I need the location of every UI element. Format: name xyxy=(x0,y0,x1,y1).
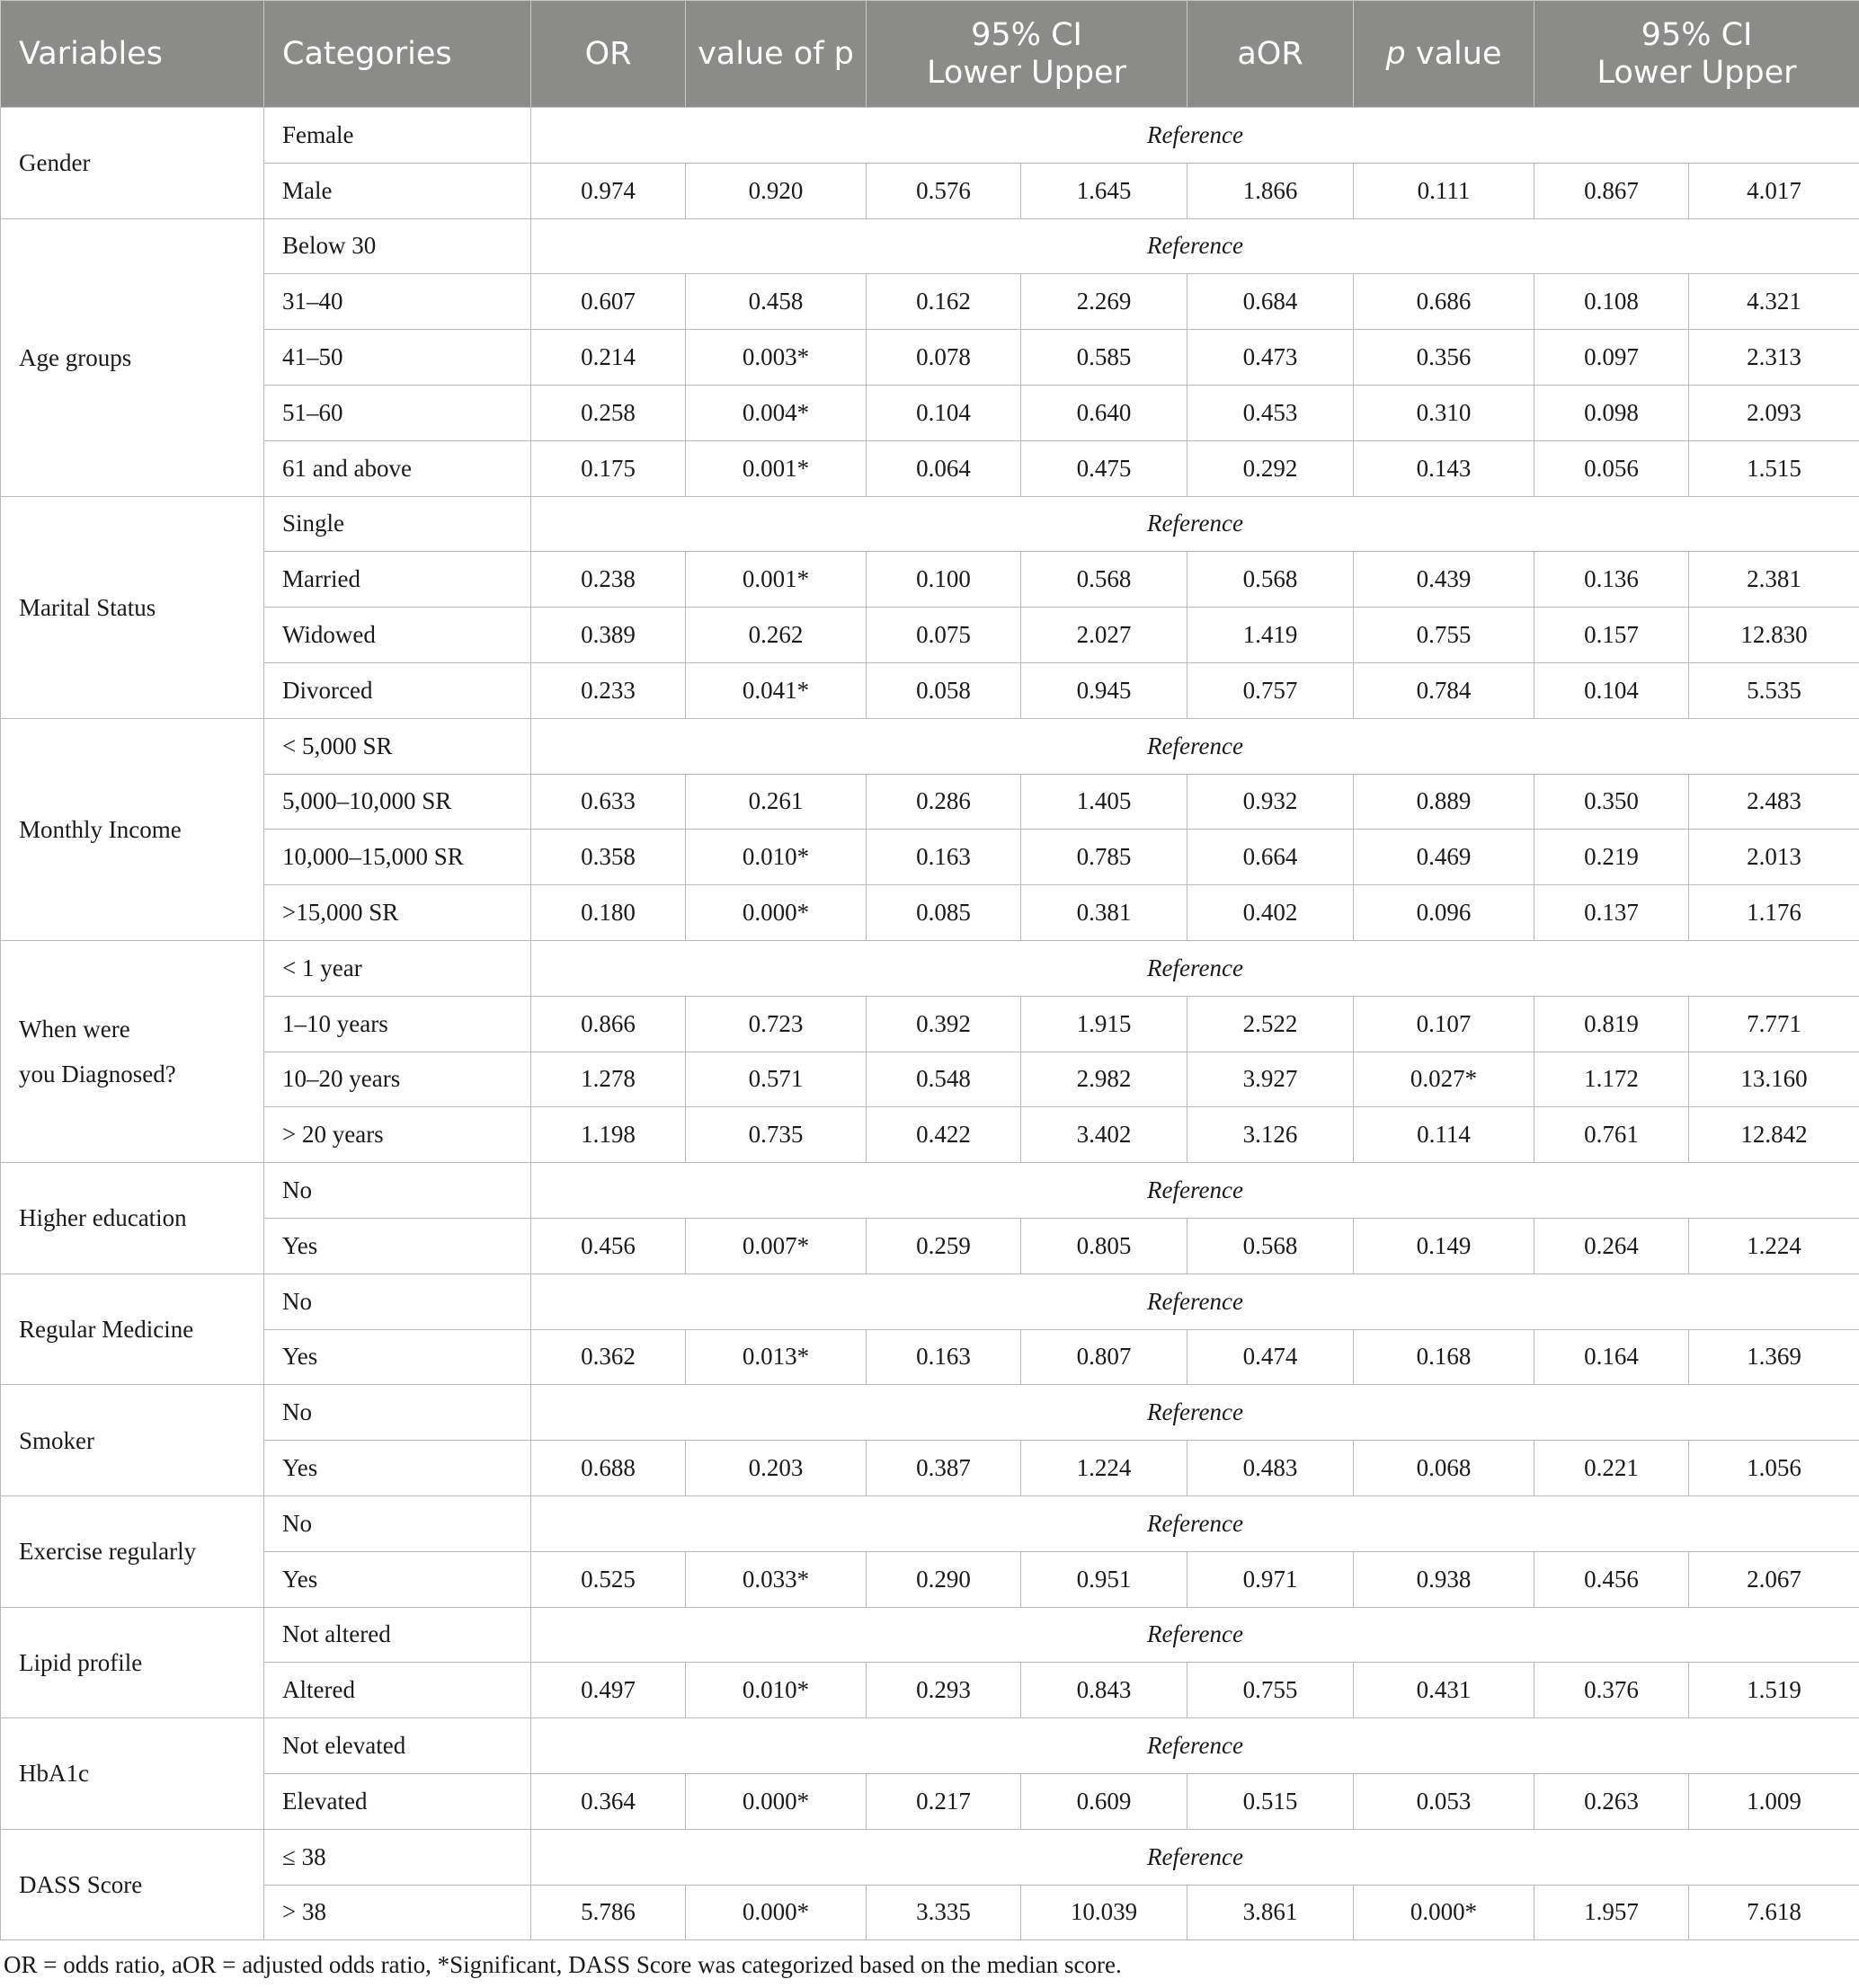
table-row xyxy=(1,1829,1859,1885)
ci-upper-cell: 0.805 xyxy=(1021,1218,1187,1274)
variable-cell: Age groups xyxy=(1,218,264,496)
header-value-of-p-text: value of p xyxy=(698,36,854,72)
adjusted-ci-lower-cell: 0.157 xyxy=(1534,608,1689,663)
ci-lower-cell: 0.163 xyxy=(867,830,1021,885)
adjusted-ci-upper-cell: 1.056 xyxy=(1689,1441,1859,1496)
reference-cell: Reference xyxy=(531,1163,1859,1219)
aor-cell: 0.473 xyxy=(1187,330,1354,386)
category-cell: No xyxy=(264,1163,531,1219)
adjusted-ci-lower-cell: 0.137 xyxy=(1534,885,1689,941)
p-value-cell: 0.033* xyxy=(686,1551,867,1607)
adjusted-ci-upper-cell: 12.842 xyxy=(1689,1107,1859,1163)
table-row xyxy=(1,1218,1859,1274)
ci-lower-cell: 0.100 xyxy=(867,552,1021,608)
table-row xyxy=(1,1551,1859,1607)
aor-cell: 0.292 xyxy=(1187,440,1354,496)
ci-lower-cell: 0.064 xyxy=(867,440,1021,496)
p-value-cell: 0.571 xyxy=(686,1052,867,1107)
adjusted-ci-upper-cell: 12.830 xyxy=(1689,608,1859,663)
adjusted-p-value-cell: 0.431 xyxy=(1354,1663,1534,1718)
ci-upper-cell: 1.405 xyxy=(1021,774,1187,830)
adjusted-p-value-cell: 0.027* xyxy=(1354,1052,1534,1107)
table-row xyxy=(1,1274,1859,1329)
table-row xyxy=(1,1718,1859,1774)
table-row xyxy=(1,274,1859,330)
p-value-cell: 0.001* xyxy=(686,440,867,496)
reference-cell: Reference xyxy=(531,1274,1859,1329)
ci-upper-cell: 0.843 xyxy=(1021,1663,1187,1718)
header-ci-2-title: 95% CI xyxy=(1641,17,1753,53)
or-cell: 0.180 xyxy=(531,885,686,941)
adjusted-ci-upper-cell: 2.013 xyxy=(1689,830,1859,885)
p-value-cell: 0.261 xyxy=(686,774,867,830)
category-cell: Not elevated xyxy=(264,1718,531,1774)
ci-upper-cell: 2.269 xyxy=(1021,274,1187,330)
aor-cell: 0.568 xyxy=(1187,1218,1354,1274)
adjusted-ci-lower-cell: 0.097 xyxy=(1534,330,1689,386)
table-row xyxy=(1,1441,1859,1496)
category-cell: Yes xyxy=(264,1441,531,1496)
category-cell: > 38 xyxy=(264,1885,531,1940)
table-row xyxy=(1,1163,1859,1219)
ci-lower-cell: 0.104 xyxy=(867,385,1021,440)
header-variables: Variables xyxy=(1,1,264,108)
adjusted-p-value-cell: 0.000* xyxy=(1354,1885,1534,1940)
ci-lower-cell: 3.335 xyxy=(867,1885,1021,1940)
adjusted-ci-lower-cell: 1.957 xyxy=(1534,1885,1689,1940)
table-row xyxy=(1,440,1859,496)
aor-cell: 0.402 xyxy=(1187,885,1354,941)
category-cell: Yes xyxy=(264,1551,531,1607)
ci-upper-cell: 2.982 xyxy=(1021,1052,1187,1107)
or-cell: 0.866 xyxy=(531,996,686,1052)
category-cell: < 5,000 SR xyxy=(264,718,531,774)
p-value-cell: 0.723 xyxy=(686,996,867,1052)
adjusted-ci-lower-cell: 0.219 xyxy=(1534,830,1689,885)
or-cell: 5.786 xyxy=(531,1885,686,1940)
aor-cell: 0.515 xyxy=(1187,1773,1354,1829)
or-cell: 0.233 xyxy=(531,662,686,718)
adjusted-ci-lower-cell: 0.376 xyxy=(1534,1663,1689,1718)
ci-upper-cell: 0.568 xyxy=(1021,552,1187,608)
aor-cell: 0.684 xyxy=(1187,274,1354,330)
header-ci-1 xyxy=(867,1,1187,108)
reference-cell: Reference xyxy=(531,218,1859,274)
category-cell: < 1 year xyxy=(264,940,531,996)
ci-upper-cell: 0.945 xyxy=(1021,662,1187,718)
adjusted-ci-upper-cell: 2.483 xyxy=(1689,774,1859,830)
adjusted-ci-upper-cell: 1.515 xyxy=(1689,440,1859,496)
adjusted-ci-lower-cell: 0.264 xyxy=(1534,1218,1689,1274)
aor-cell: 0.453 xyxy=(1187,385,1354,440)
or-cell: 0.497 xyxy=(531,1663,686,1718)
table-row xyxy=(1,496,1859,552)
ci-upper-cell: 0.951 xyxy=(1021,1551,1187,1607)
adjusted-p-value-cell: 0.149 xyxy=(1354,1218,1534,1274)
category-cell: No xyxy=(264,1495,531,1551)
table-row xyxy=(1,830,1859,885)
table-row xyxy=(1,1107,1859,1163)
table-header xyxy=(1,1,1859,108)
category-cell: 61 and above xyxy=(264,440,531,496)
ci-lower-cell: 0.293 xyxy=(867,1663,1021,1718)
adjusted-p-value-cell: 0.469 xyxy=(1354,830,1534,885)
adjusted-ci-upper-cell: 4.321 xyxy=(1689,274,1859,330)
category-cell: Yes xyxy=(264,1218,531,1274)
category-cell: Not altered xyxy=(264,1607,531,1663)
header-ci-1-sub: Lower Upper xyxy=(927,55,1126,91)
p-value-cell: 0.000* xyxy=(686,1885,867,1940)
reference-cell: Reference xyxy=(531,1718,1859,1774)
table-row xyxy=(1,385,1859,440)
table-row xyxy=(1,885,1859,941)
p-value-cell: 0.920 xyxy=(686,163,867,218)
category-cell: Elevated xyxy=(264,1773,531,1829)
reference-cell: Reference xyxy=(531,1829,1859,1885)
adjusted-ci-upper-cell: 1.009 xyxy=(1689,1773,1859,1829)
table-row xyxy=(1,718,1859,774)
header-categories: Categories xyxy=(264,1,531,108)
p-value-cell: 0.010* xyxy=(686,830,867,885)
table-row xyxy=(1,163,1859,218)
adjusted-ci-lower-cell: 0.456 xyxy=(1534,1551,1689,1607)
or-cell: 0.175 xyxy=(531,440,686,496)
adjusted-ci-upper-cell: 4.017 xyxy=(1689,163,1859,218)
reference-cell: Reference xyxy=(531,940,1859,996)
adjusted-p-value-cell: 0.107 xyxy=(1354,996,1534,1052)
header-or: OR xyxy=(531,1,686,108)
adjusted-ci-lower-cell: 1.172 xyxy=(1534,1052,1689,1107)
p-value-cell: 0.735 xyxy=(686,1107,867,1163)
p-value-cell: 0.001* xyxy=(686,552,867,608)
ci-upper-cell: 0.807 xyxy=(1021,1329,1187,1385)
variable-cell: Smoker xyxy=(1,1385,264,1496)
adjusted-ci-lower-cell: 0.098 xyxy=(1534,385,1689,440)
ci-upper-cell: 1.915 xyxy=(1021,996,1187,1052)
p-value-cell: 0.010* xyxy=(686,1663,867,1718)
adjusted-ci-upper-cell: 13.160 xyxy=(1689,1052,1859,1107)
category-cell: > 20 years xyxy=(264,1107,531,1163)
header-aor: aOR xyxy=(1187,1,1354,108)
adjusted-p-value-cell: 0.168 xyxy=(1354,1329,1534,1385)
adjusted-ci-upper-cell: 1.369 xyxy=(1689,1329,1859,1385)
category-cell: Single xyxy=(264,496,531,552)
adjusted-p-value-cell: 0.889 xyxy=(1354,774,1534,830)
aor-cell: 0.664 xyxy=(1187,830,1354,885)
adjusted-p-value-cell: 0.143 xyxy=(1354,440,1534,496)
ci-lower-cell: 0.576 xyxy=(867,163,1021,218)
table-row xyxy=(1,1663,1859,1718)
category-cell: 10,000–15,000 SR xyxy=(264,830,531,885)
ci-upper-cell: 3.402 xyxy=(1021,1107,1187,1163)
adjusted-ci-upper-cell: 1.176 xyxy=(1689,885,1859,941)
table-row xyxy=(1,1885,1859,1940)
adjusted-p-value-cell: 0.938 xyxy=(1354,1551,1534,1607)
adjusted-p-value-cell: 0.068 xyxy=(1354,1441,1534,1496)
aor-cell: 0.755 xyxy=(1187,1663,1354,1718)
aor-cell: 0.483 xyxy=(1187,1441,1354,1496)
table-row xyxy=(1,218,1859,274)
or-cell: 0.688 xyxy=(531,1441,686,1496)
ci-upper-cell: 0.475 xyxy=(1021,440,1187,496)
adjusted-ci-lower-cell: 0.350 xyxy=(1534,774,1689,830)
adjusted-p-value-cell: 0.356 xyxy=(1354,330,1534,386)
p-value-cell: 0.000* xyxy=(686,1773,867,1829)
adjusted-p-value-cell: 0.096 xyxy=(1354,885,1534,941)
ci-lower-cell: 0.078 xyxy=(867,330,1021,386)
category-cell: 41–50 xyxy=(264,330,531,386)
or-cell: 0.258 xyxy=(531,385,686,440)
reference-cell: Reference xyxy=(531,1607,1859,1663)
ci-lower-cell: 0.163 xyxy=(867,1329,1021,1385)
adjusted-ci-lower-cell: 0.164 xyxy=(1534,1329,1689,1385)
variable-cell: Higher education xyxy=(1,1163,264,1274)
table-row xyxy=(1,1773,1859,1829)
ci-lower-cell: 0.290 xyxy=(867,1551,1021,1607)
ci-lower-cell: 0.162 xyxy=(867,274,1021,330)
category-cell: Below 30 xyxy=(264,218,531,274)
p-value-cell: 0.000* xyxy=(686,885,867,941)
adjusted-ci-lower-cell: 0.867 xyxy=(1534,163,1689,218)
or-cell: 1.198 xyxy=(531,1107,686,1163)
category-cell: 31–40 xyxy=(264,274,531,330)
adjusted-ci-upper-cell: 7.771 xyxy=(1689,996,1859,1052)
adjusted-ci-lower-cell: 0.104 xyxy=(1534,662,1689,718)
adjusted-p-value-cell: 0.310 xyxy=(1354,385,1534,440)
adjusted-ci-upper-cell: 2.381 xyxy=(1689,552,1859,608)
ci-upper-cell: 0.640 xyxy=(1021,385,1187,440)
category-cell: Yes xyxy=(264,1329,531,1385)
aor-cell: 0.971 xyxy=(1187,1551,1354,1607)
header-p-value-suffix: value xyxy=(1405,36,1502,72)
header-ci-2 xyxy=(1534,1,1859,108)
ci-upper-cell: 0.585 xyxy=(1021,330,1187,386)
or-cell: 0.389 xyxy=(531,608,686,663)
adjusted-ci-lower-cell: 0.056 xyxy=(1534,440,1689,496)
ci-lower-cell: 0.075 xyxy=(867,608,1021,663)
variable-cell: When were you Diagnosed? xyxy=(1,940,264,1162)
p-value-cell: 0.262 xyxy=(686,608,867,663)
category-cell: Widowed xyxy=(264,608,531,663)
reference-cell: Reference xyxy=(531,496,1859,552)
reference-cell: Reference xyxy=(531,718,1859,774)
table-row xyxy=(1,108,1859,164)
or-cell: 0.974 xyxy=(531,163,686,218)
or-cell: 0.362 xyxy=(531,1329,686,1385)
ci-upper-cell: 2.027 xyxy=(1021,608,1187,663)
category-cell: No xyxy=(264,1274,531,1329)
variable-cell: Exercise regularly xyxy=(1,1495,264,1607)
ci-upper-cell: 0.381 xyxy=(1021,885,1187,941)
variable-cell: Monthly Income xyxy=(1,718,264,940)
aor-cell: 0.568 xyxy=(1187,552,1354,608)
aor-cell: 0.757 xyxy=(1187,662,1354,718)
aor-cell: 3.126 xyxy=(1187,1107,1354,1163)
ci-upper-cell: 1.224 xyxy=(1021,1441,1187,1496)
header-p-italic: p xyxy=(1385,36,1406,72)
ci-lower-cell: 0.286 xyxy=(867,774,1021,830)
table-body xyxy=(1,108,1859,1940)
table-row xyxy=(1,1052,1859,1107)
or-cell: 0.525 xyxy=(531,1551,686,1607)
variable-cell: Regular Medicine xyxy=(1,1274,264,1385)
aor-cell: 3.927 xyxy=(1187,1052,1354,1107)
header-p-value xyxy=(1354,1,1534,108)
table-row xyxy=(1,1607,1859,1663)
adjusted-p-value-cell: 0.111 xyxy=(1354,163,1534,218)
ci-lower-cell: 0.217 xyxy=(867,1773,1021,1829)
aor-cell: 2.522 xyxy=(1187,996,1354,1052)
ci-upper-cell: 0.785 xyxy=(1021,830,1187,885)
reference-cell: Reference xyxy=(531,1495,1859,1551)
variable-cell: Marital Status xyxy=(1,496,264,718)
table-row xyxy=(1,552,1859,608)
ci-lower-cell: 0.422 xyxy=(867,1107,1021,1163)
or-cell: 0.358 xyxy=(531,830,686,885)
or-cell: 0.214 xyxy=(531,330,686,386)
ci-lower-cell: 0.085 xyxy=(867,885,1021,941)
ci-upper-cell: 10.039 xyxy=(1021,1885,1187,1940)
adjusted-ci-upper-cell: 2.067 xyxy=(1689,1551,1859,1607)
adjusted-ci-upper-cell: 7.618 xyxy=(1689,1885,1859,1940)
adjusted-ci-upper-cell: 2.313 xyxy=(1689,330,1859,386)
category-cell: Altered xyxy=(264,1663,531,1718)
adjusted-ci-upper-cell: 1.224 xyxy=(1689,1218,1859,1274)
adjusted-p-value-cell: 0.784 xyxy=(1354,662,1534,718)
aor-cell: 3.861 xyxy=(1187,1885,1354,1940)
table-row xyxy=(1,1329,1859,1385)
ci-lower-cell: 0.387 xyxy=(867,1441,1021,1496)
p-value-cell: 0.004* xyxy=(686,385,867,440)
header-value-of-p xyxy=(686,1,867,108)
ci-lower-cell: 0.058 xyxy=(867,662,1021,718)
adjusted-ci-lower-cell: 0.221 xyxy=(1534,1441,1689,1496)
p-value-cell: 0.041* xyxy=(686,662,867,718)
category-cell: >15,000 SR xyxy=(264,885,531,941)
aor-cell: 1.419 xyxy=(1187,608,1354,663)
adjusted-ci-upper-cell: 2.093 xyxy=(1689,385,1859,440)
or-cell: 0.633 xyxy=(531,774,686,830)
p-value-cell: 0.007* xyxy=(686,1218,867,1274)
header-ci-1-title: 95% CI xyxy=(971,17,1082,53)
variable-cell: DASS Score xyxy=(1,1829,264,1940)
adjusted-ci-lower-cell: 0.819 xyxy=(1534,996,1689,1052)
variable-cell: Lipid profile xyxy=(1,1607,264,1718)
p-value-cell: 0.203 xyxy=(686,1441,867,1496)
table-row xyxy=(1,608,1859,663)
aor-cell: 1.866 xyxy=(1187,163,1354,218)
table-row xyxy=(1,996,1859,1052)
table-row xyxy=(1,940,1859,996)
adjusted-ci-lower-cell: 0.136 xyxy=(1534,552,1689,608)
or-cell: 0.238 xyxy=(531,552,686,608)
adjusted-p-value-cell: 0.439 xyxy=(1354,552,1534,608)
or-cell: 0.364 xyxy=(531,1773,686,1829)
adjusted-p-value-cell: 0.686 xyxy=(1354,274,1534,330)
or-cell: 1.278 xyxy=(531,1052,686,1107)
header-ci-2-sub: Lower Upper xyxy=(1597,55,1797,91)
aor-cell: 0.474 xyxy=(1187,1329,1354,1385)
category-cell: Female xyxy=(264,108,531,164)
p-value-cell: 0.013* xyxy=(686,1329,867,1385)
table-row xyxy=(1,330,1859,386)
table-row xyxy=(1,1495,1859,1551)
aor-cell: 0.932 xyxy=(1187,774,1354,830)
adjusted-p-value-cell: 0.053 xyxy=(1354,1773,1534,1829)
category-cell: Married xyxy=(264,552,531,608)
variable-cell: HbA1c xyxy=(1,1718,264,1830)
table-row xyxy=(1,662,1859,718)
table-row xyxy=(1,774,1859,830)
adjusted-ci-lower-cell: 0.761 xyxy=(1534,1107,1689,1163)
adjusted-ci-upper-cell: 5.535 xyxy=(1689,662,1859,718)
adjusted-ci-lower-cell: 0.108 xyxy=(1534,274,1689,330)
category-cell: No xyxy=(264,1385,531,1441)
category-cell: 10–20 years xyxy=(264,1052,531,1107)
table-footnote: OR = odds ratio, aOR = adjusted odds ratio, *Significant, DASS Score was categorized based on the median score. xyxy=(4,1951,1122,1979)
p-value-cell: 0.458 xyxy=(686,274,867,330)
adjusted-ci-upper-cell: 1.519 xyxy=(1689,1663,1859,1718)
ci-upper-cell: 1.645 xyxy=(1021,163,1187,218)
ci-lower-cell: 0.392 xyxy=(867,996,1021,1052)
category-cell: 51–60 xyxy=(264,385,531,440)
or-cell: 0.456 xyxy=(531,1218,686,1274)
category-cell: ≤ 38 xyxy=(264,1829,531,1885)
category-cell: Divorced xyxy=(264,662,531,718)
adjusted-p-value-cell: 0.114 xyxy=(1354,1107,1534,1163)
adjusted-p-value-cell: 0.755 xyxy=(1354,608,1534,663)
category-cell: Male xyxy=(264,163,531,218)
or-cell: 0.607 xyxy=(531,274,686,330)
variable-cell: Gender xyxy=(1,108,264,219)
p-value-cell: 0.003* xyxy=(686,330,867,386)
ci-lower-cell: 0.259 xyxy=(867,1218,1021,1274)
category-cell: 1–10 years xyxy=(264,996,531,1052)
ci-upper-cell: 0.609 xyxy=(1021,1773,1187,1829)
adjusted-ci-lower-cell: 0.263 xyxy=(1534,1773,1689,1829)
category-cell: 5,000–10,000 SR xyxy=(264,774,531,830)
ci-lower-cell: 0.548 xyxy=(867,1052,1021,1107)
reference-cell: Reference xyxy=(531,1385,1859,1441)
table-row xyxy=(1,1385,1859,1441)
reference-cell: Reference xyxy=(531,108,1859,164)
